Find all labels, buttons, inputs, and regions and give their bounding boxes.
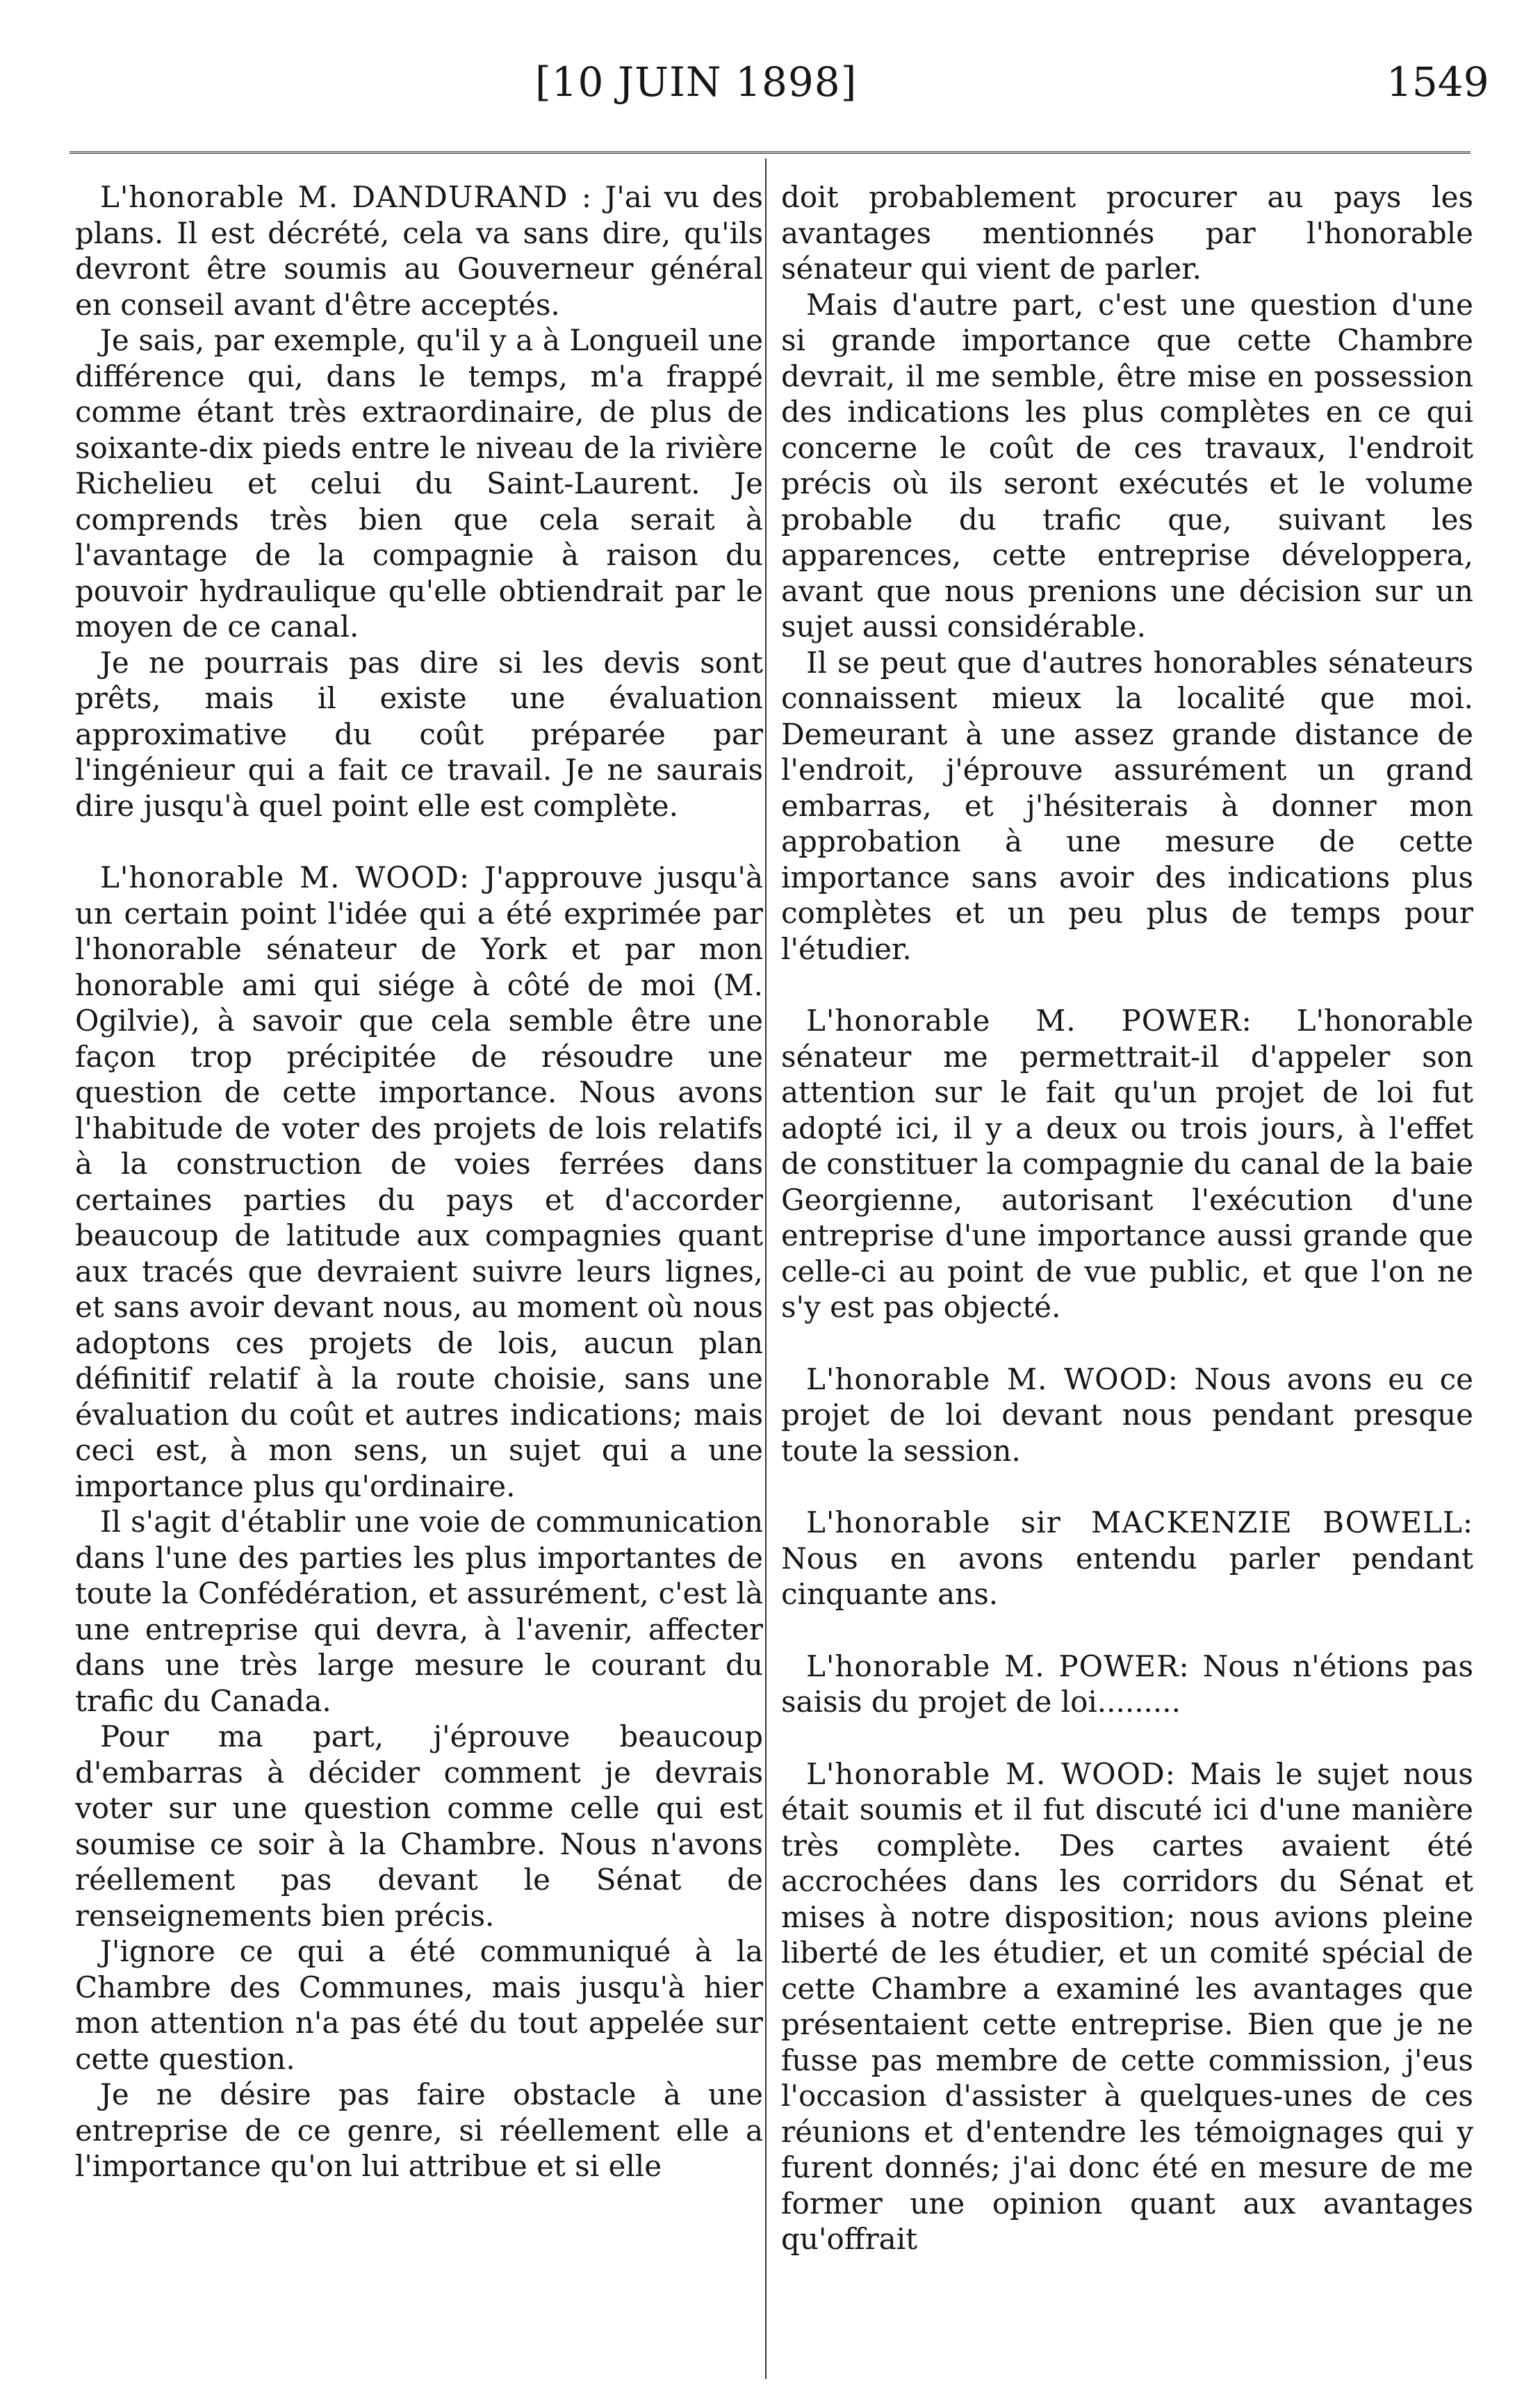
body-paragraph: Je ne pourrais pas dire si les devis sont prêts, mais il existe une évaluation approximative du coût préparée par l'ingénieur qui a fait ce travail. Je ne saurais dire jusqu'à quel point elle est complète.: [75, 645, 763, 823]
speech-text: Mais le sujet nous était soumis et il fut discuté ici d'une manière très complète. Des cartes avaient été accrochées dans les corridors du Sénat et mises à notre disposition; nous avions pleine liberté de les étudier, et un comité spécial de cette Chambre a examiné les avantages que présentaient cette entreprise. Bien que je ne fusse pas membre de cette commission, j'eus l'occasion d'assister à quelques-unes de ces réunions et d'entendre les témoignages qui y furent donnés; j'ai donc été en mesure de me former une opinion quant aux avantages qu'offrait: [781, 1756, 1473, 2256]
speech-paragraph: [781, 1756, 1473, 2257]
speech-text: J'approuve jusqu'à un certain point l'idée qui a été exprimée par l'honorable sénateur de York et par mon honorable ami qui siége à côté de moi (M. Ogilvie), à savoir que cela semble être une façon trop précipitée de résoudre une question de cette importance. Nous avons l'habitude de voter des projets de lois relatifs à la construction de voies ferrées dans certaines parties du pays et d'accorder beaucoup de latitude aux compagnies quant aux tracés que devraient suivre leurs lignes, et sans avoir devant nous, au moment où nous adoptons ces projets de lois, aucun plan définitif relatif à la route choisie, sans une évaluation du coût et autres indications; mais ceci est, à mon sens, un sujet qui a une importance plus qu'ordinaire.: [75, 860, 763, 1503]
speaker-name: L'honorable M. POWER:: [806, 1004, 1252, 1038]
left-column: [75, 179, 763, 2184]
speech-text: Nous n'étions pas saisis du projet de loi.........: [781, 1649, 1473, 1719]
speaker-name: L'honorable sir MACKENZIE BOWELL:: [806, 1505, 1473, 1539]
speech-text: J'ai vu des plans. Il est décrété, cela va sans dire, qu'ils devront être soumis au Gouverneur général en conseil avant d'être acceptés.: [75, 180, 763, 322]
right-column: [781, 179, 1473, 2257]
speaker-name: L'honorable M. POWER:: [806, 1649, 1190, 1683]
speech-paragraph: [781, 1362, 1473, 1469]
speech-text: Nous en avons entendu parler pendant cinquante ans.: [781, 1541, 1473, 1611]
speech-paragraph: [781, 1003, 1473, 1325]
body-paragraph: J'ignore ce qui a été communiqué à la Chambre des Communes, mais jusqu'à hier mon attention n'a pas été du tout appelée sur cette question.: [75, 1934, 763, 2076]
page-number: 1549: [1386, 58, 1489, 106]
body-paragraph: Pour ma part, j'éprouve beaucoup d'embarras à décider comment je devrais voter sur une question comme celle qui est soumise ce soir à la Chambre. Nous n'avons réellement pas devant le Sénat de renseignements bien précis.: [75, 1719, 763, 1933]
column-divider: [765, 158, 767, 2379]
speech-text: L'honorable sénateur me permettrait-il d'appeler son attention sur le fait qu'un projet de loi fut adopté ici, il y a deux ou trois jours, à l'effet de constituer la compagnie du canal de la baie Georgienne, autorisant l'exécution d'une entreprise d'une importance aussi grande que celle-ci au point de vue public, et que l'on ne s'y est pas objecté.: [781, 1004, 1474, 1324]
body-paragraph: Il se peut que d'autres honorables sénateurs connaissent mieux la localité que moi. Demeurant à une assez grande distance de l'endroit, j'éprouve assurément un grand embarras, et j'hésiterais à donner mon approbation à une mesure de cette importance sans avoir des indications plus complètes et un peu plus de temps pour l'étudier.: [781, 645, 1473, 966]
speech-paragraph: [781, 1505, 1473, 1612]
speech-paragraph: [75, 860, 763, 1504]
speech-paragraph: [75, 179, 763, 322]
body-paragraph: Je sais, par exemple, qu'il y a à Longueil une différence qui, dans le temps, m'a frappé comme étant très extraordinaire, de plus de soixante-dix pieds entre le niveau de la rivière Richelieu et celui du Saint-Laurent. Je comprends très bien que cela serait à l'avantage de la compagnie à raison du pouvoir hydraulique qu'elle obtiendrait par le moyen de ce canal.: [75, 323, 763, 644]
continued-paragraph: doit probablement procurer au pays les avantages mentionnés par l'honorable sénateur qui vient de parler.: [781, 180, 1473, 286]
speaker-name: L'honorable M. WOOD:: [806, 1362, 1179, 1396]
body-paragraph: Il s'agit d'établir une voie de communication dans l'une des parties les plus importantes de toute la Confédération, et assurément, c'est là une entreprise qui devra, à l'avenir, affecter dans une très large mesure le courant du trafic du Canada.: [75, 1505, 763, 1718]
body-paragraph: Je ne désire pas faire obstacle à une entreprise de ce genre, si réellement elle a l'importance qu'on lui attribue et si elle: [75, 2077, 763, 2183]
body-paragraph: Mais d'autre part, c'est une question d'une si grande importance que cette Chambre devrait, il me semble, être mise en possession des indications les plus complètes en ce qui concerne le coût de ces travaux, l'endroit précis où ils seront exécutés et le volume probable du trafic que, suivant les apparences, cette entreprise développera, avant que nous prenions une décision sur un sujet aussi considérable.: [781, 287, 1473, 644]
header-rule: [69, 152, 1471, 154]
speech-text: Nous avons eu ce projet de loi devant nous pendant presque toute la session.: [781, 1362, 1473, 1468]
speech-paragraph: [781, 1649, 1473, 1720]
speaker-name: L'honorable M. WOOD:: [100, 860, 470, 894]
speaker-name: L'honorable M. DANDURAND :: [100, 180, 593, 214]
speaker-name: L'honorable M. WOOD:: [806, 1756, 1176, 1791]
header-date: [10 JUIN 1898]: [535, 58, 858, 106]
running-header: [0, 43, 1540, 126]
